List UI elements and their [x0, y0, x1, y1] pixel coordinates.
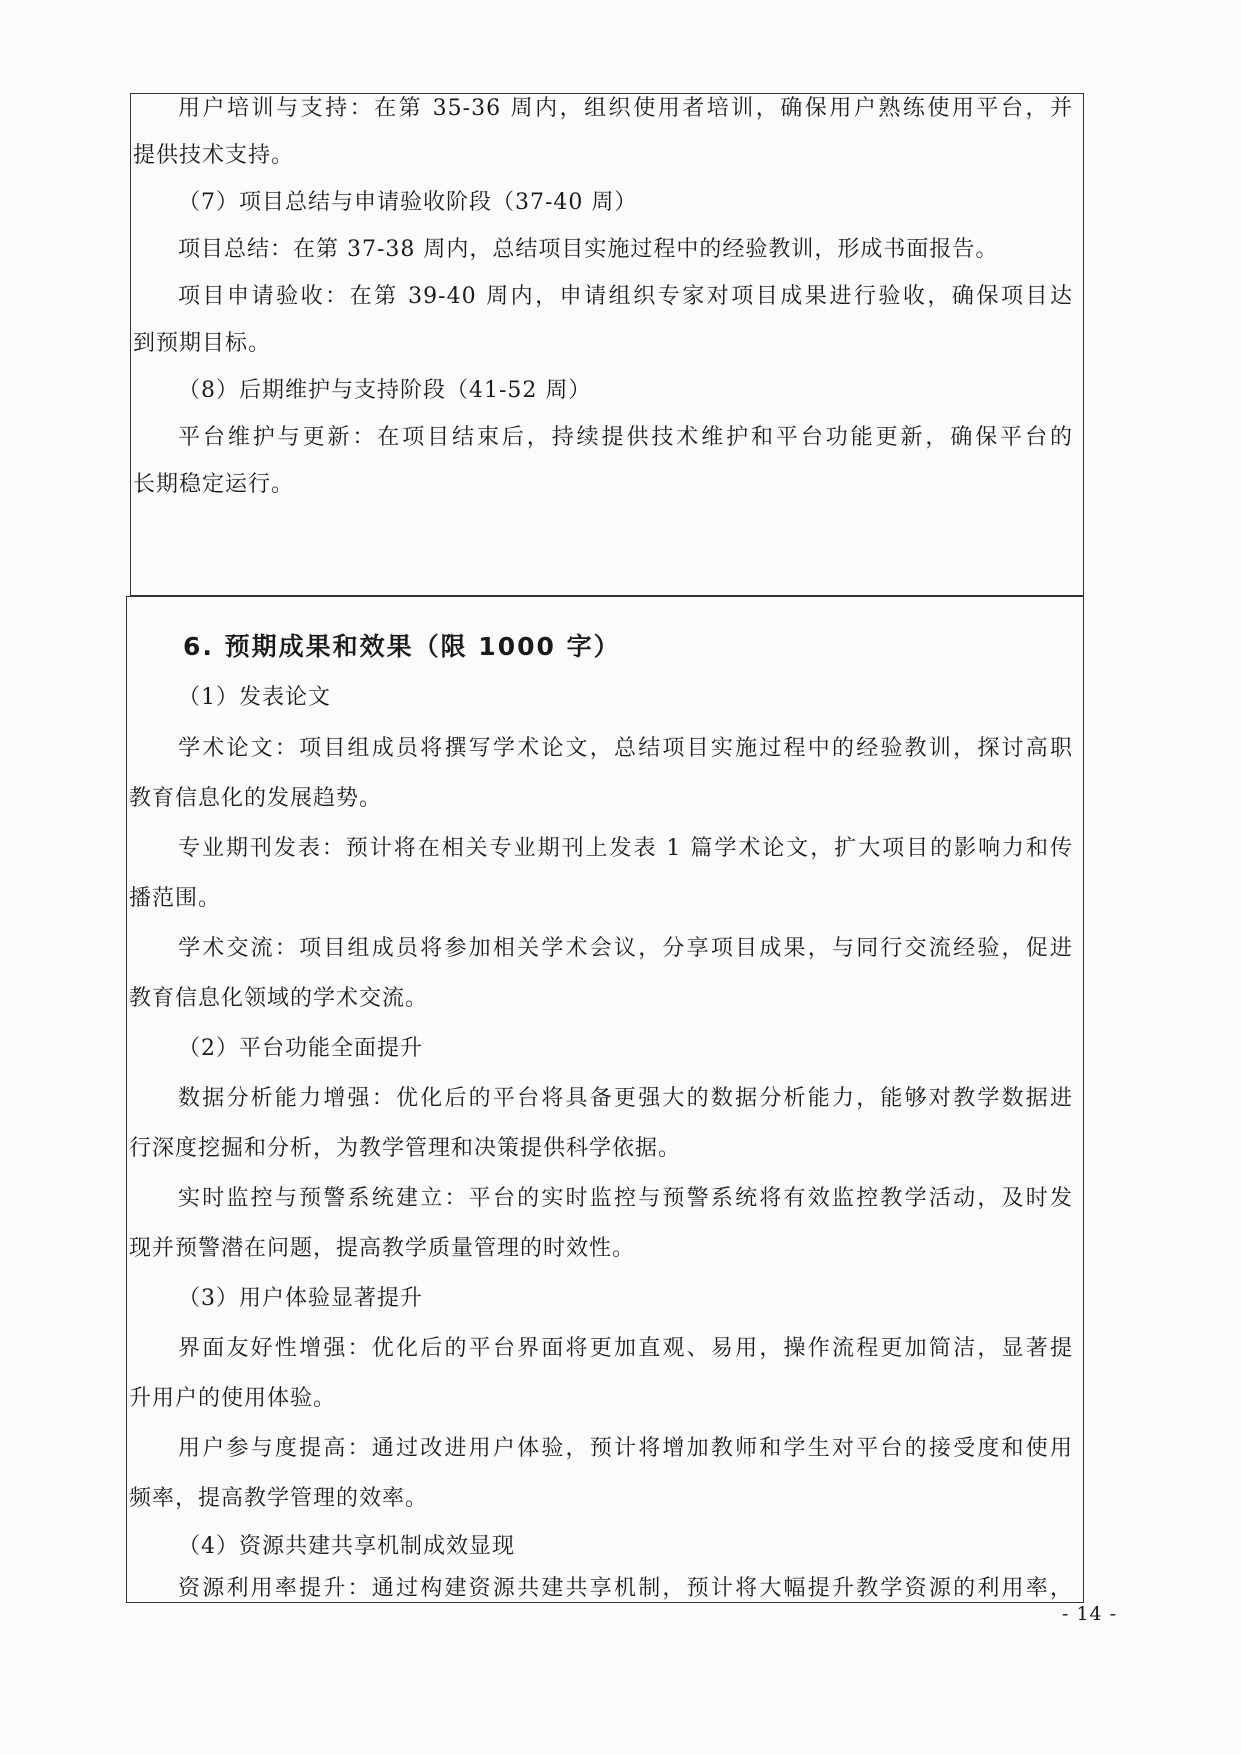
paragraph-line: 用户培训与支持：在第 35-36 周内，组织使用者培训，确保用户熟练使用平台，并	[178, 96, 1073, 121]
paragraph-line: 项目总结：在第 37-38 周内，总结项目实施过程中的经验教训，形成书面报告。	[178, 237, 999, 262]
paragraph-line: 行深度挖掘和分析，为教学管理和决策提供科学依据。	[129, 1136, 682, 1161]
paragraph-line: 专业期刊发表：预计将在相关专业期刊上发表 1 篇学术论文，扩大项目的影响力和传	[178, 836, 1073, 861]
subsection-title: （8）后期维护与支持阶段（41-52 周）	[178, 378, 592, 403]
paragraph-line: 用户参与度提高：通过改进用户体验，预计将增加教师和学生对平台的接受度和使用	[178, 1436, 1073, 1461]
subsection-title: （3）用户体验显著提升	[178, 1286, 423, 1311]
subsection-title: （2）平台功能全面提升	[178, 1036, 423, 1061]
paragraph-line: 长期稳定运行。	[133, 472, 295, 497]
paragraph-line: 教育信息化的发展趋势。	[129, 786, 383, 811]
subsection-title: （4）资源共建共享机制成效显现	[178, 1534, 515, 1559]
paragraph-line: 项目申请验收：在第 39-40 周内，申请组织专家对项目成果进行验收，确保项目达	[178, 284, 1073, 309]
paragraph-line: 资源利用率提升：通过构建资源共建共享机制，预计将大幅提升教学资源的利用率，	[178, 1576, 1073, 1601]
paragraph-line: 播范围。	[129, 886, 222, 911]
paragraph-line: 平台维护与更新：在项目结束后，持续提供技术维护和平台功能更新，确保平台的	[178, 425, 1073, 450]
paragraph-line: 现并预警潜在问题，提高教学质量管理的时效性。	[129, 1236, 636, 1261]
paragraph-line: 实时监控与预警系统建立：平台的实时监控与预警系统将有效监控教学活动，及时发	[178, 1186, 1073, 1211]
paragraph-line: 教育信息化领域的学术交流。	[129, 986, 429, 1011]
paragraph-line: 学术交流：项目组成员将参加相关学术会议，分享项目成果，与同行交流经验，促进	[178, 936, 1073, 961]
paragraph-line: 提供技术支持。	[133, 143, 295, 168]
page-number: - 14 -	[1062, 1603, 1118, 1625]
subsection-title: （7）项目总结与申请验收阶段（37-40 周）	[178, 190, 638, 215]
paragraph-line: 数据分析能力增强：优化后的平台将具备更强大的数据分析能力，能够对教学数据进	[178, 1086, 1073, 1111]
paragraph-line: 升用户的使用体验。	[129, 1386, 337, 1411]
section-heading: 6. 预期成果和效果（限 1000 字）	[183, 632, 621, 661]
paragraph-line: 频率，提高教学管理的效率。	[129, 1486, 429, 1511]
subsection-title: （1）发表论文	[178, 685, 331, 710]
paragraph-line: 学术论文：项目组成员将撰写学术论文，总结项目实施过程中的经验教训，探讨高职	[178, 736, 1073, 761]
paragraph-line: 界面友好性增强：优化后的平台界面将更加直观、易用，操作流程更加简洁，显著提	[178, 1336, 1073, 1361]
paragraph-line: 到预期目标。	[133, 331, 272, 356]
